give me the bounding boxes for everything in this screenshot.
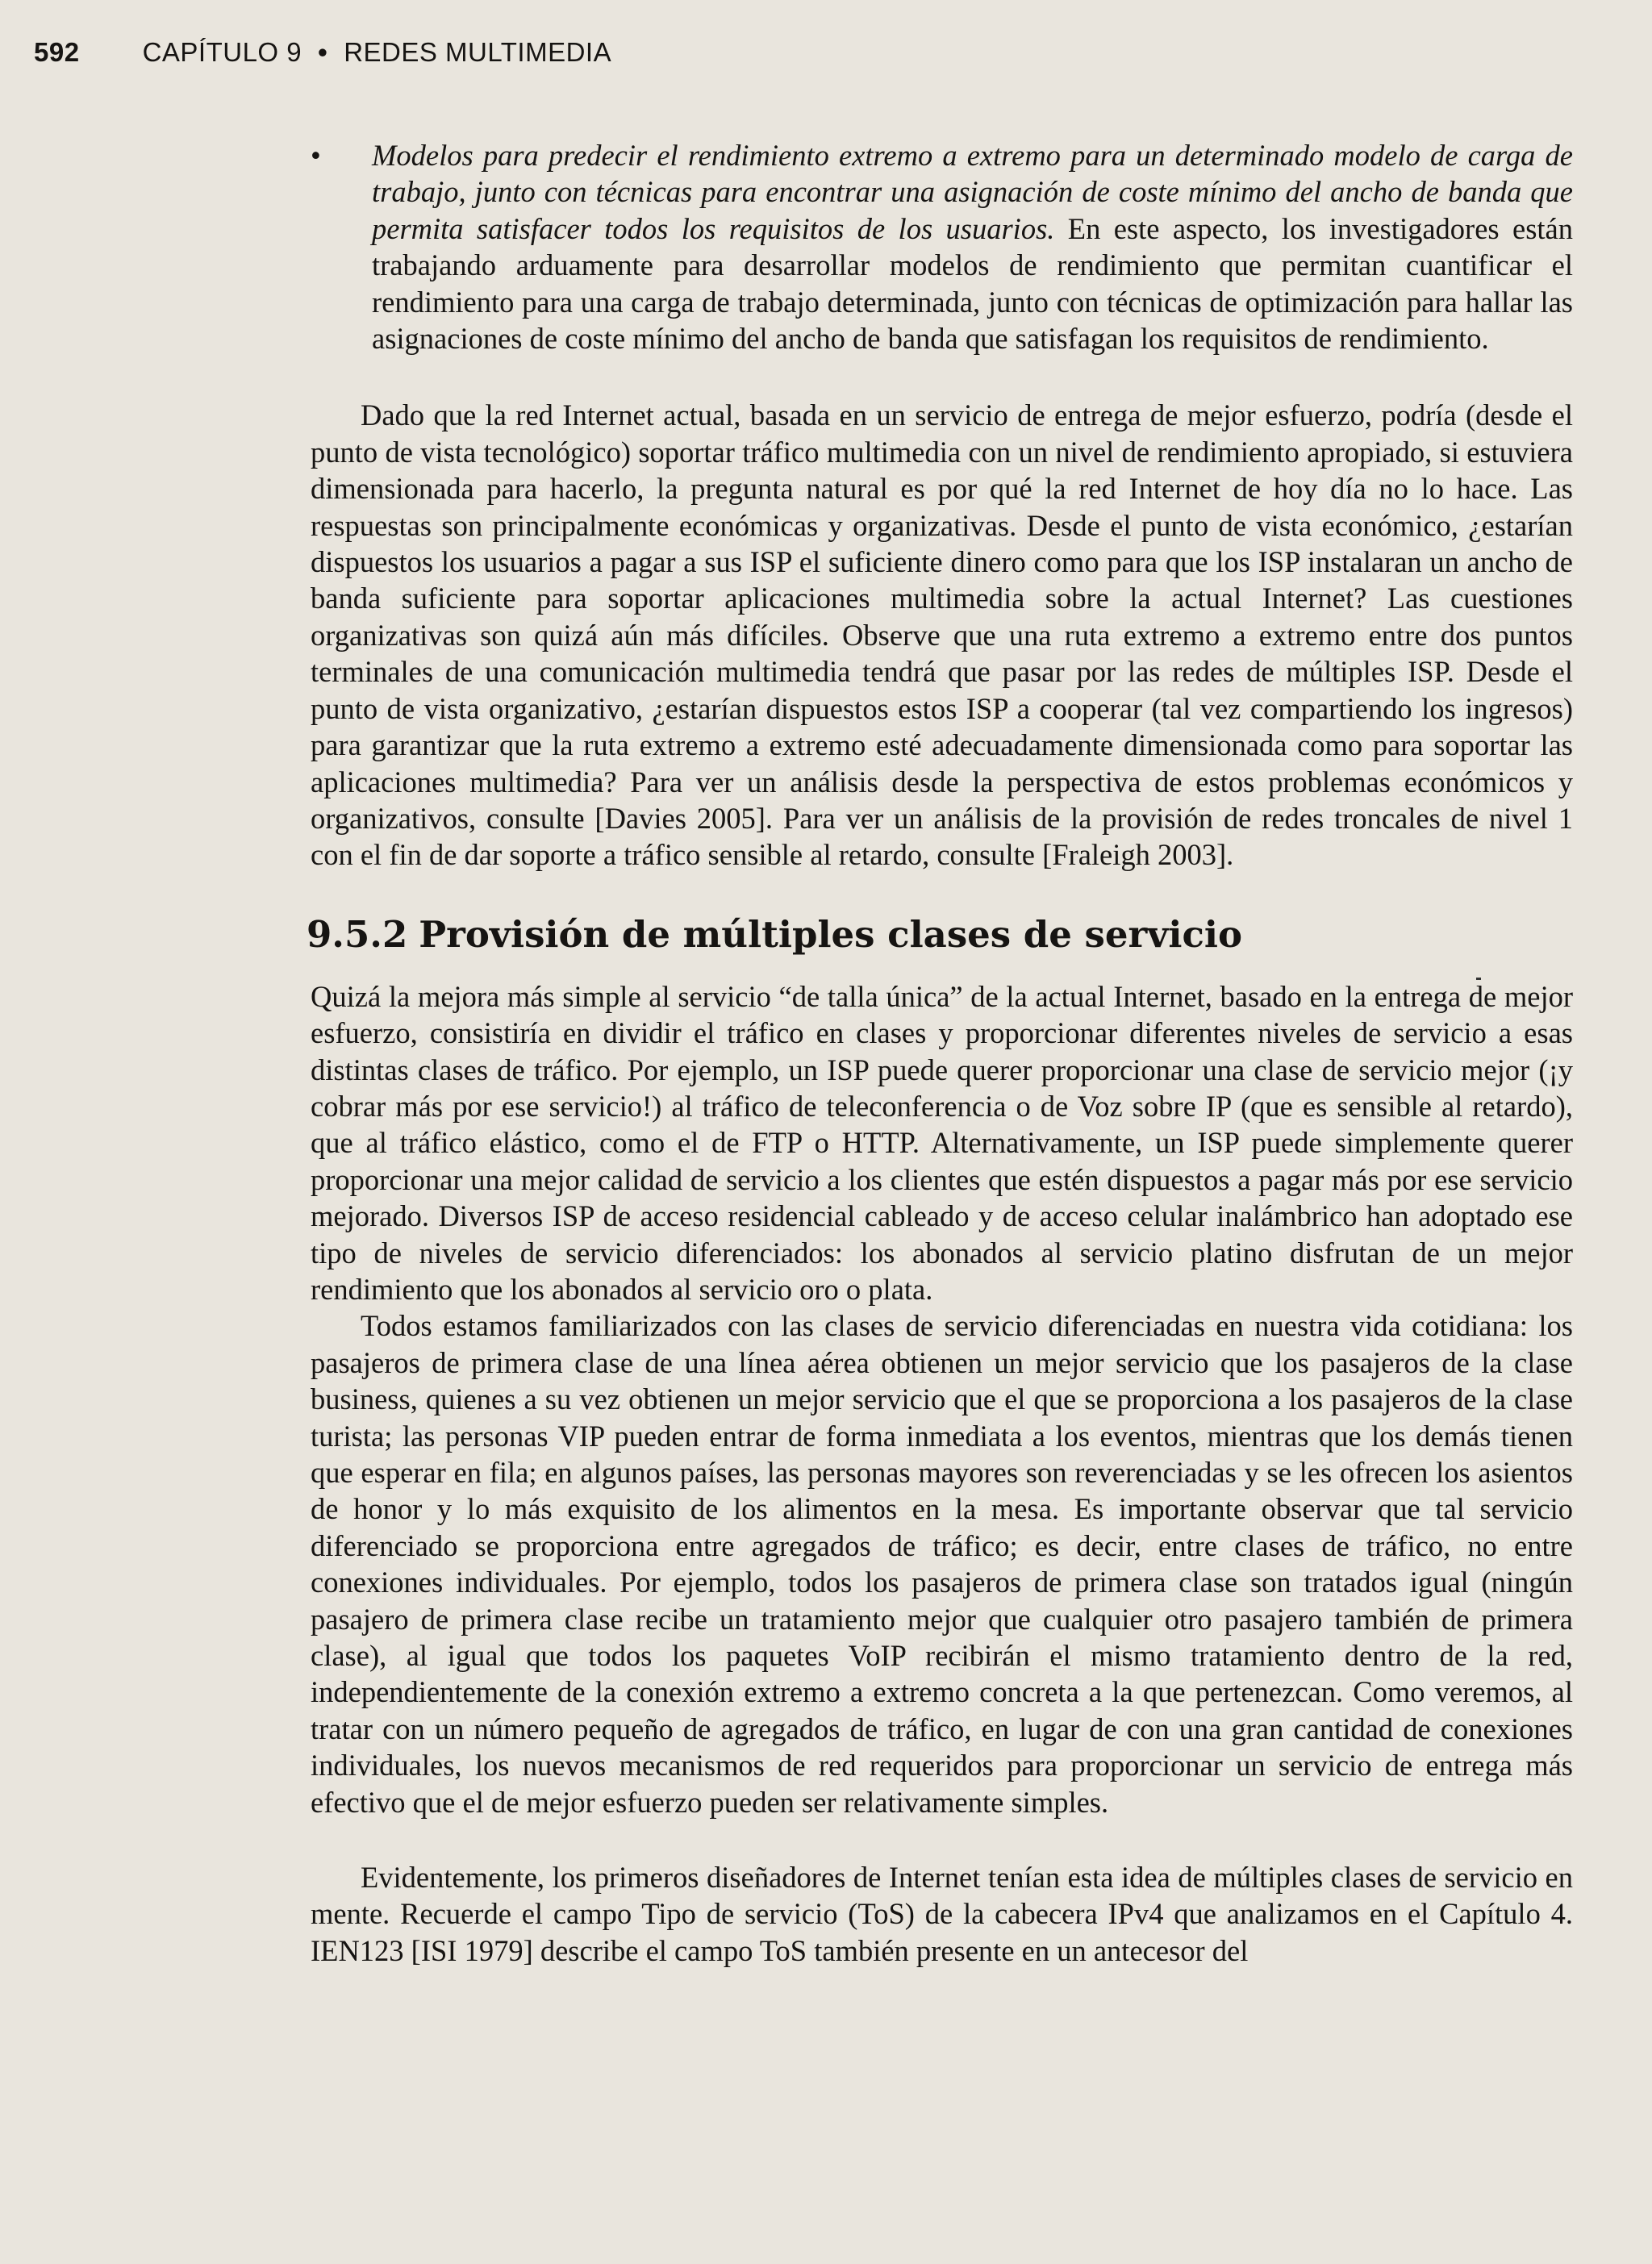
paragraph-differentiated-service: Todos estamos familiarizados con las clases de servicio diferenciadas en nuestra vida cotidiana: los pasajeros de primera clase de una línea aérea obtienen un mejor servicio que los pasajeros de la clase business, quienes a su vez obtienen un mejor servicio que el que se proporciona a los pasajeros de la clase turista; las personas VIP pueden entrar de forma inmediata a los eventos, mientras que los demás tienen que esperar en fila; en algunos países, las personas mayores son reverenciadas y se les ofrecen los asientos de honor y lo más exquisito de los alimentos en la mesa. Es importante observar que tal servicio diferenciado se proporciona entre agregados de tráfico; es decir, entre clases de tráfico, no entre conexiones individuales. Por ejemplo, todos los pasajeros de primera clase son tratados igual (ningún pasajero de primera clase recibe un tratamiento mejor que cualquier otro pasajero también de primera clase), al igual que todos los paquetes VoIP recibirán el mismo tratamiento dentro de la red, independientemente de la conexión extremo a extremo concreta a la que pertenezcan. Como veremos, al tratar con un número pequeño de agregados de tráfico, en lugar de con una gran cantidad de conexiones individuales, los nuevos mecanismos de red requeridos para proporcionar un servicio de entrega más efectivo que el de mejor esfuerzo pueden ser relativamente simples.: [311, 1309, 1573, 1819]
paragraph-early-designers: Evidentemente, los primeros diseñadores de Internet tenían esta idea de múltiples clases de servicio en mente. Recuerde el campo Tipo de servicio (ToS) de la cabecera IPv4 que analizamos en el Capítulo 4. IEN123 [ISI 1979] describe el campo ToS también presente en un antecesor del: [311, 1861, 1573, 1967]
bullet-plain-text: En este aspecto, los investigadores están trabajando arduamente para desarrollar modelos de rendimiento que permitan cuantificar el rendimiento para una carga de trabajo determinada, junto con técnicas de optimización para hallar las asignaciones de coste mínimo del ancho de banda que satisfagan los requisitos de rendimiento.: [372, 211, 1573, 356]
running-header: [34, 37, 611, 68]
section-heading: [307, 912, 1573, 957]
section-label: REDES MULTIMEDIA: [344, 37, 612, 67]
bullet-text: [372, 139, 1573, 355]
paragraph-service-classes: Quizá la mejora más simple al servicio “de talla única” de la actual Internet, basado en la entrega de mejor esfuerzo, consistiría en dividir el tráfico en clases y proporcionar diferentes niveles de servicio a esas distintas clases de tráfico. Por ejemplo, un ISP puede querer proporcionar una clase de servicio mejor (¡y cobrar más por ese servicio!) al tráfico de teleconferencia o de Voz sobre IP (que es sensible al retardo), que al tráfico elástico, como el de FTP o HTTP. Alternativamente, un ISP puede simplemente querer proporcionar una mejor calidad de servicio a los clientes que estén dispuestos a pagar más por ese servicio mejorado. Diversos ISP de acceso residencial cableado y de acceso celular inalámbrico han adoptado ese tipo de niveles de servicio diferenciados: los abonados al servicio platino disfrutan de un mejor rendimiento que los abonados al servicio oro o plata.: [311, 979, 1573, 1306]
header-separator: •: [318, 37, 328, 67]
chapter-label: CAPÍTULO 9: [142, 37, 302, 67]
section-number: 9.5.2: [307, 912, 408, 956]
bullet-list-item: [311, 137, 1573, 356]
bullet-marker: •: [311, 139, 321, 172]
page-number: 592: [34, 37, 80, 67]
section-title: Provisión de múltiples clases de servicio: [419, 912, 1242, 956]
bullet-italic-text: Modelos para predecir el rendimiento extremo a extremo para un determinado modelo de carga de trabajo, junto con técnicas para encontrar una asignación de coste mínimo del ancho de banda que permita satisfacer todos los requisitos de los usuarios.: [372, 139, 1573, 245]
page-body: [307, 137, 1573, 1969]
paragraph-economics: Dado que la red Internet actual, basada en un servicio de entrega de mejor esfuerzo, podría (desde el punto de vista tecnológico) soportar tráfico multimedia con un nivel de rendimiento apropiado, si estuviera dimensionada para hacerlo, la pregunta natural es por qué la red Internet de hoy día no lo hace. Las respuestas son principalmente económicas y organizativas. Desde el punto de vista económico, ¿estarían dispuestos los usuarios a pagar a sus ISP el suficiente dinero como para que los ISP instalaran un ancho de banda suficiente para soportar aplicaciones multimedia sobre la actual Internet? Las cuestiones organizativas son quizá aún más difíciles. Observe que una ruta extremo a extremo entre dos puntos terminales de una comunicación multimedia tendrá que pasar por las redes de múltiples ISP. Desde el punto de vista organizativo, ¿estarían dispuestos estos ISP a cooperar (tal vez compartiendo los ingresos) para garantizar que la ruta extremo a extremo esté adecuadamente dimensionada como para soportar las aplicaciones multimedia? Para ver un análisis desde la perspectiva de estos problemas económicos y organizativos, consulte [Davies 2005]. Para ver un análisis de la provisión de redes troncales de nivel 1 con el fin de dar soporte a tráfico sensible al retardo, consulte [Fraleigh 2003].: [311, 398, 1573, 872]
stray-mark: [1476, 978, 1481, 980]
